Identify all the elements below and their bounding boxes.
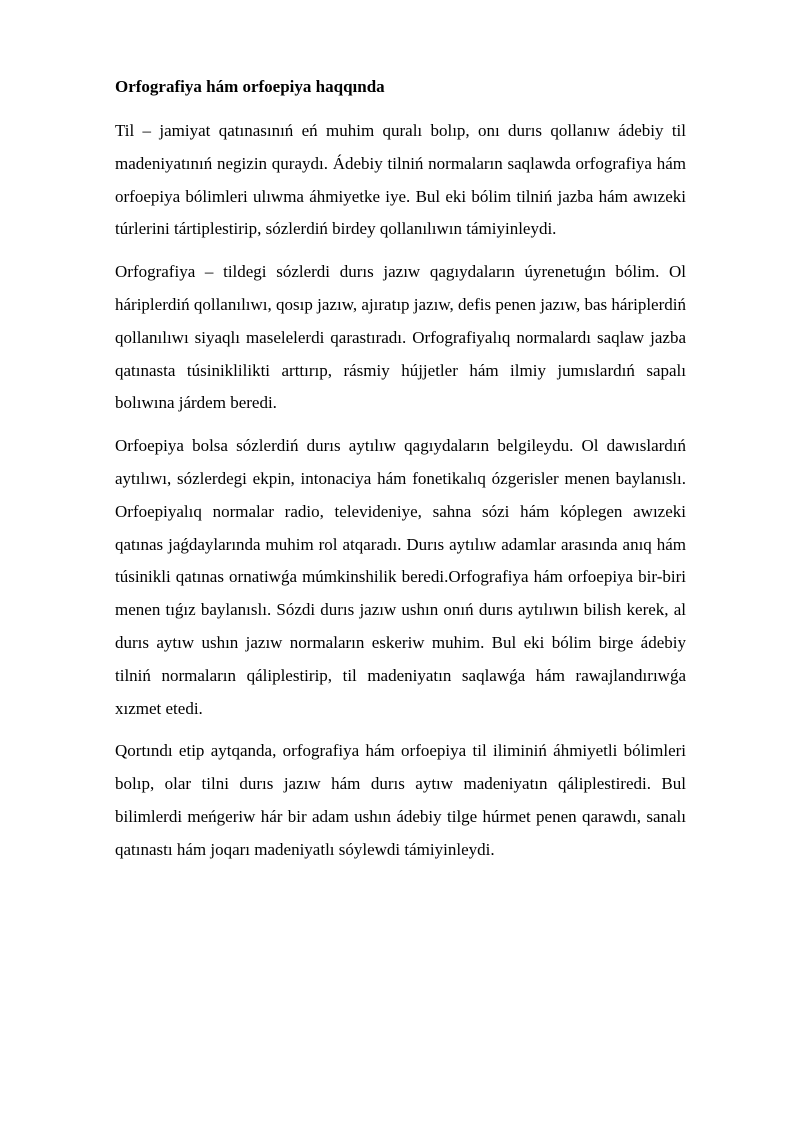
paragraph-orthoepy: Orfoepiya bolsa sózlerdiń durıs aytılıw qagıydaların belgileydu. Ol dawıslardıń aytılıwı, sózlerdegi ekpin, intonaciya hám fonetikalıq ózgerisler menen baylanıslı. Orfoepiyalıq normalar radio, televideniye, sahna sózi hám kóplegen awızeki qatınas jaǵdaylarında muhim rol atqaradı. Durıs aytılıw adamlar arasında anıq hám túsinikli qatınas ornatiwǵa múmkinshilik beredi.Orfografiya hám orfoepiya bir-biri menen tıǵız baylanıslı. Sózdi durıs jazıw ushın onıń durıs aytılıwın bilish kerek, al durıs aytıw ushın jazıw normaların eskeriw muhim. Bul eki bólim birge ádebiy tilniń normaların qáliplestirip, til madeniyatın saqlawǵa hám rawajlandırıwǵa xızmet etedi. <box>115 436 686 718</box>
document-title: Orfografiya hám orfoepiya haqqında <box>115 77 385 96</box>
paragraph-intro: Til – jamiyat qatınasınıń eń muhim quralı bolıp, onı durıs qollanıw ádebiy til madeniyatınıń negizin quraydı. Ádebiy tilniń normaların saqlawda orfografiya hám orfoepiya bólimleri ulıwma áhmiyetke iye. Bul eki bólim tilniń jazba hám awızeki túrlerini tártiplestirip, sózlerdiń birdey qollanılıwın támiyinleydi. <box>115 121 686 239</box>
paragraph-orthography: Orfografiya – tildegi sózlerdi durıs jazıw qagıydaların úyrenetuǵın bólim. Ol háriplerdiń qollanılıwı, qosıp jazıw, ajıratıp jazıw, defis penen jazıw, bas háriplerdiń qollanılıwı siyaqlı maselelerdi qarastıradı. Orfografiyalıq normalardı saqlaw jazba qatınasta túsiniklilikti arttırıp, rásmiy hújjetler hám ilmiy jumıslardıń sapalı bolıwına járdem beredi. <box>115 262 686 413</box>
paragraph-conclusion: Qortındı etip aytqanda, orfografiya hám orfoepiya til iliminiń áhmiyetli bólimleri bolıp, olar tilni durıs jazıw hám durıs aytıw madeniyatın qáliplestiredi. Bul bilimlerdi meńgeriw hár bir adam ushın ádebiy tilge húrmet penen qarawdı, sanalı qatınastı hám joqarı madeniyatlı sóylewdi támiyinleydi. <box>115 741 686 859</box>
